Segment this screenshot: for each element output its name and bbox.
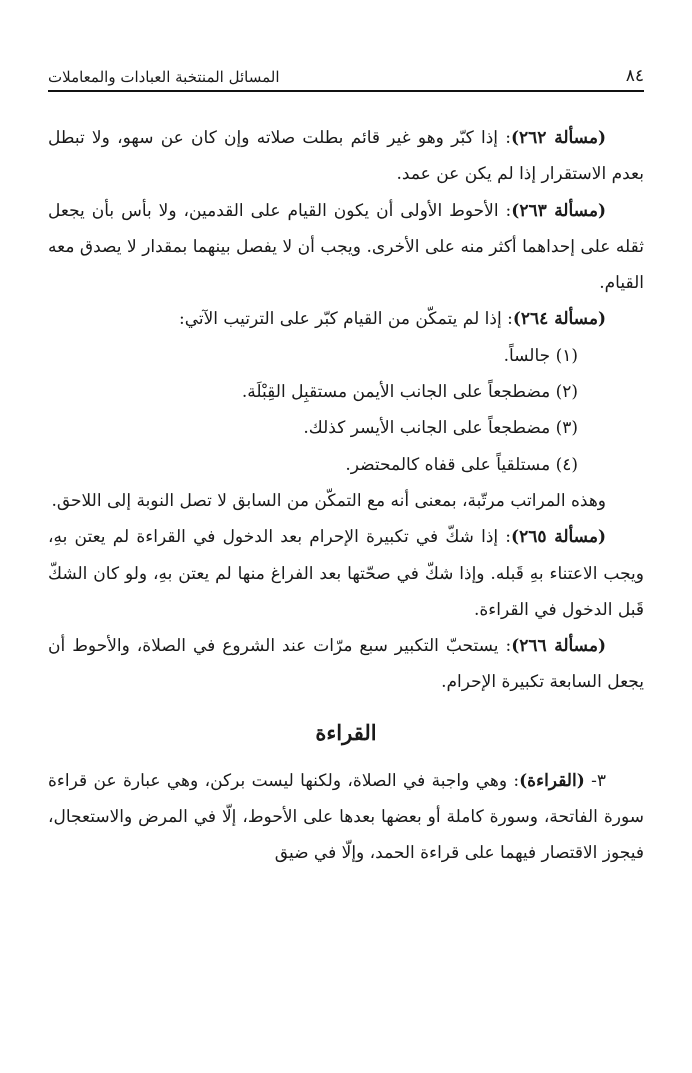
issue-266-label: (مسألة ٢٦٦) (511, 636, 606, 657)
issue-266-paragraph (48, 628, 644, 701)
running-header (48, 60, 644, 92)
ranks-note: وهذه المراتب مرتّبة، بمعنى أنه مع التمكّن من السابق لا تصل النوبة إلى اللاحق. (51, 490, 606, 511)
list-item: (٤) مستلقياً على قفاه كالمحتضر. (345, 454, 578, 475)
issue-263-paragraph (48, 193, 644, 302)
issue-265-text: : إذا شكّ في تكبيرة الإحرام بعد الدخول في القراءة لم يعتن بهِ، ويجب الاعتناء بهِ قَبله. وإذا شكّ في صحّتها بعد الفراغ منها لم يعتن بهِ، ولو كان الشكّ قَبل الدخول في القراءة. (48, 527, 644, 620)
recitation-text: : وهي واجبة في الصلاة، ولكنها ليست بركن، وهي عبارة عن قراءة سورة الفاتحة، وسورة كاملة أو بعضها بعدها على الأحوط، إلّا في المرض والاستعجال، فيجوز الاقتصار فيهما على قراءة الحمد، وإلّا في ضيق (48, 770, 644, 864)
issue-263-text: : الأحوط الأولى أن يكون القيام على القدمين، ولا بأس بأن يجعل ثقله على إحداهما أكثر منه على الأخرى. ويجب أن لا يفصل بينهما بمقدار لا يصدق معه القيام. (48, 200, 644, 294)
issue-263-label: (مسألة ٢٦٣) (511, 200, 606, 221)
issue-262-text: : إذا كبّر وهو غير قائم بطلت صلاته وإن كان عن سهو، ولا تبطل بعدم الاستقرار إذا لم يكن عن عمد. (48, 128, 644, 185)
list-item: (٢) مضطجعاً على الجانب الأيمن مستقبِل القِبْلَة. (241, 382, 578, 403)
issue-264-label: (مسألة ٢٦٤) (512, 309, 606, 330)
issue-262-paragraph (48, 120, 644, 193)
issue-264-paragraph (48, 301, 644, 337)
recitation-label: (القراءة) (519, 770, 585, 791)
recitation-number: ٣- (584, 770, 606, 791)
page-body (48, 120, 644, 872)
issue-265-paragraph (48, 519, 644, 628)
running-header-title: المسائل المنتخبة العبادات والمعاملات (48, 68, 280, 86)
list-item: (١) جالساً. (503, 345, 578, 366)
section-heading: القراءة (315, 719, 377, 745)
issue-265-label: (مسألة ٢٦٥) (511, 527, 606, 548)
issue-264-text: : إذا لم يتمكّن من القيام كبّر على الترتيب الآتي: (178, 309, 513, 330)
issue-262-label: (مسألة ٢٦٢) (510, 128, 606, 148)
list-item: (٣) مضطجعاً على الجانب الأيسر كذلك. (303, 418, 578, 439)
page-number: ٨٤ (625, 66, 644, 86)
recitation-paragraph (48, 763, 644, 872)
issue-266-text: : يستحبّ التكبير سبع مرّات عند الشروع في الصلاة، والأحوط أن يجعل السابعة تكبيرة الإحرام. (48, 636, 644, 693)
